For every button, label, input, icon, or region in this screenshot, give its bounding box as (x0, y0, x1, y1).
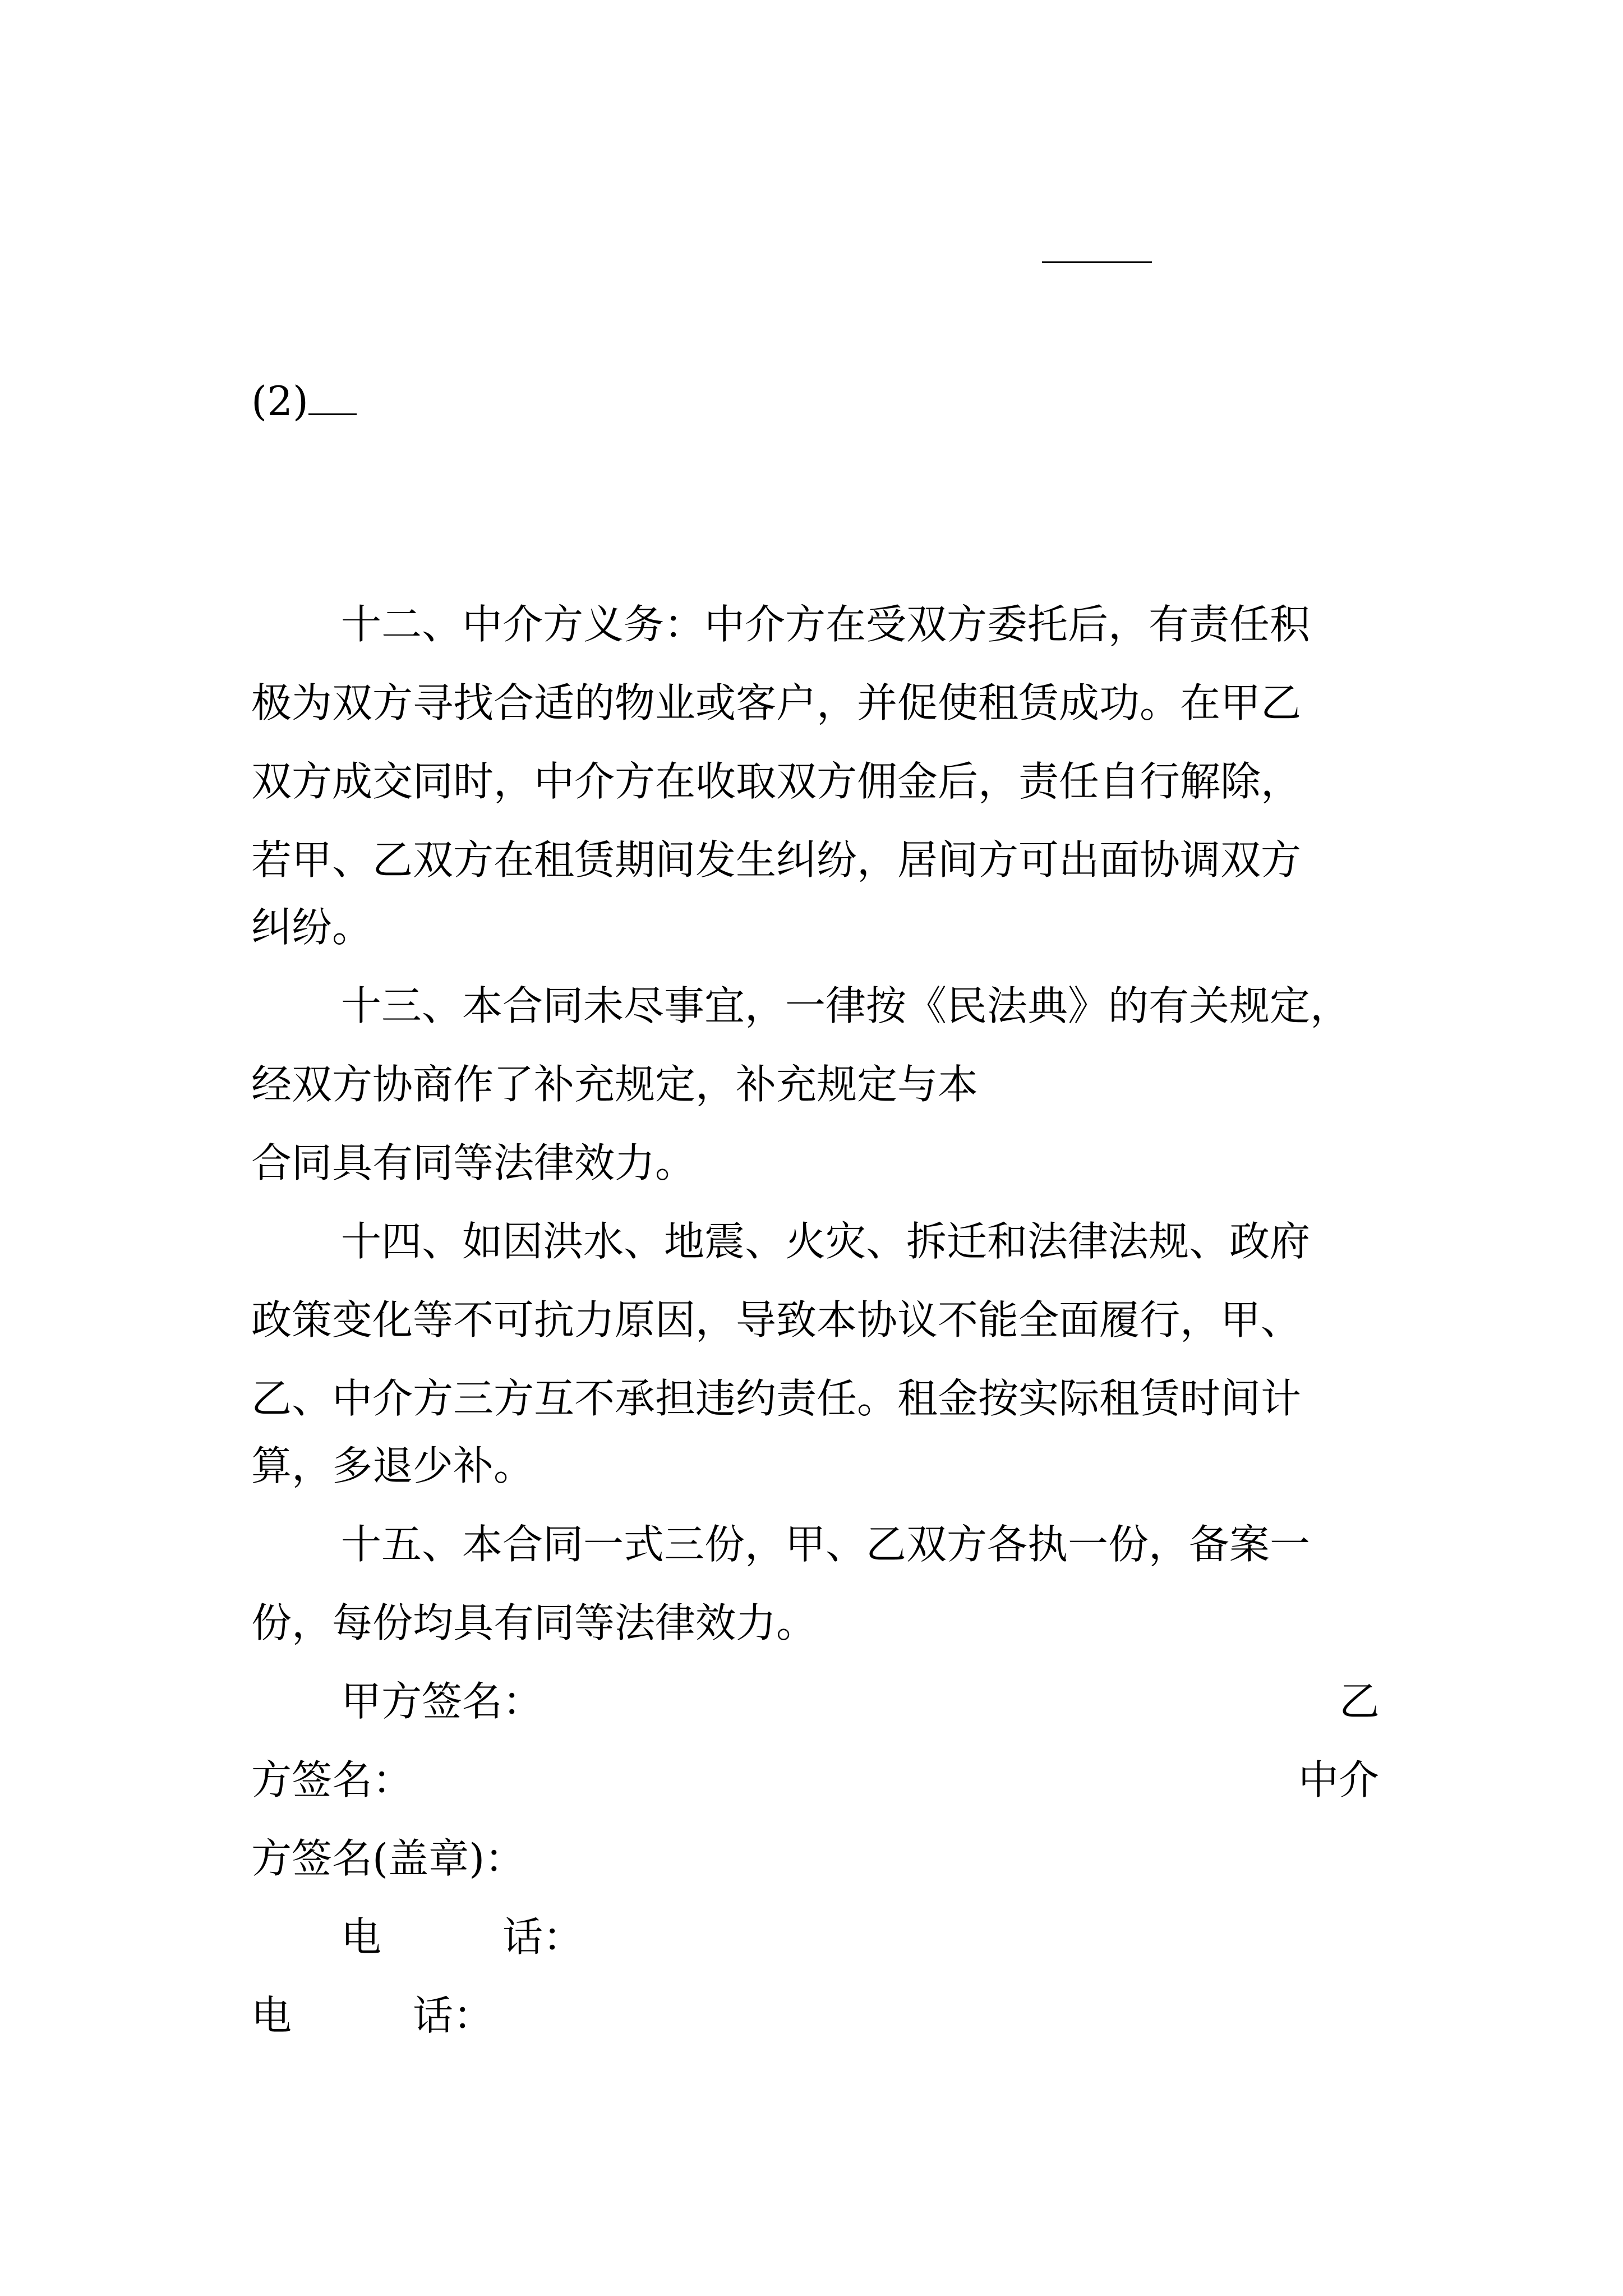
clause-13-line-1: 十三、本合同未尽事宜，一律按《民法典》的有关规定， (341, 982, 1351, 1029)
clause-12-line-1: 十二、中介方义务：中介方在受双方委托后，有责任积 (341, 601, 1311, 648)
agent-signature-label-start: 中介 (1298, 1756, 1380, 1803)
clause-13-line-2: 经双方协商作了补充规定，补充规定与本 (251, 1061, 979, 1108)
clause-14-line-4: 算，多退少补。 (251, 1442, 534, 1489)
agent-signature-label-rest: 方签名(盖章)： (251, 1835, 525, 1882)
item-number-text: (2) (251, 378, 308, 425)
clause-12-line-2: 极为双方寻找合适的物业或客户，并促使租赁成功。在甲乙 (251, 679, 1302, 726)
clause-15-line-1: 十五、本合同一式三份，甲、乙双方各执一份，备案一 (341, 1521, 1311, 1568)
clause-14-line-2: 政策变化等不可抗力原因，导致本协议不能全面履行，甲、 (251, 1296, 1302, 1343)
clause-13-line-3: 合同具有同等法律效力。 (251, 1139, 696, 1186)
party-b-signature-label-rest: 方签名： (251, 1756, 413, 1803)
phone-label-2: 电 话： (251, 1992, 494, 2039)
clause-12-line-3: 双方成交同时，中介方在收取双方佣金后，责任自行解除， (251, 758, 1302, 805)
clause-14-line-1: 十四、如因洪水、地震、火灾、拆迁和法律法规、政府 (341, 1218, 1311, 1265)
clause-15-line-2: 份，每份均具有同等法律效力。 (251, 1599, 817, 1646)
top-blank-line (1042, 261, 1152, 263)
party-a-signature-label: 甲方签名： (341, 1678, 543, 1725)
clause-14-line-3: 乙、中介方三方互不承担违约责任。租金按实际租赁时间计 (251, 1375, 1302, 1422)
clause-12-line-5: 纠纷。 (251, 904, 373, 951)
item-blank-line (308, 379, 357, 415)
item-number (251, 373, 357, 429)
clause-12-line-4: 若甲、乙双方在租赁期间发生纠纷，居间方可出面协调双方 (251, 836, 1302, 884)
party-b-signature-label-start: 乙 (1339, 1678, 1380, 1725)
phone-label-1: 电 话： (341, 1913, 584, 1961)
